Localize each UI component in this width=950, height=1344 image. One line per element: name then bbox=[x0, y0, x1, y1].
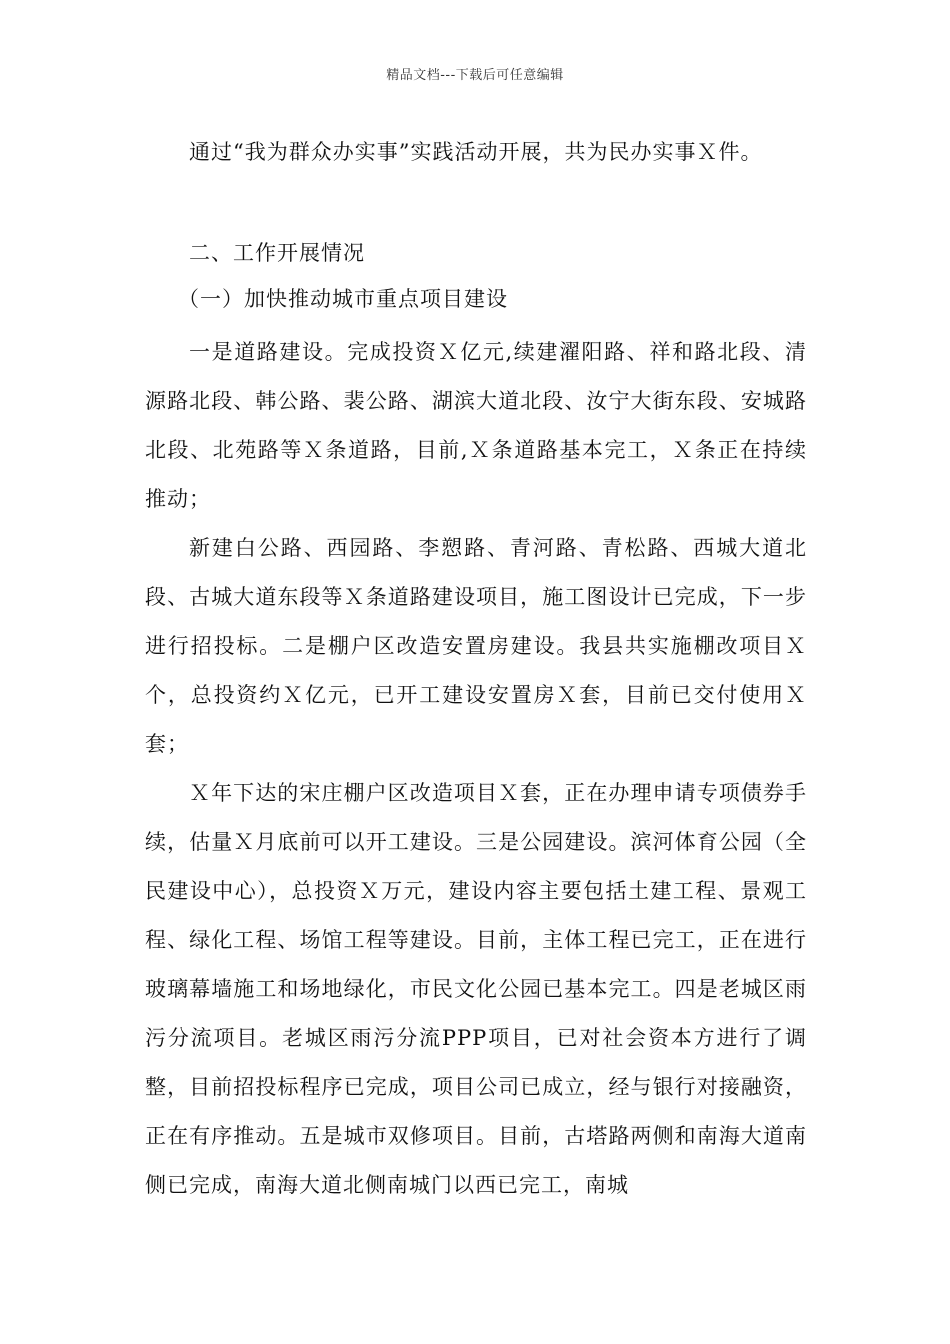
intro-paragraph: 通过“我为群众办实事”实践活动开展，共为民办实事Ｘ件。 bbox=[189, 140, 763, 164]
body-paragraph: Ｘ年下达的宋庄棚户区改造项目Ｘ套，正在办理申请专项债券手续，估量Ｘ月底前可以开工建设。三是公园建设。滨河体育公园（全民建设中心），总投资Ｘ万元，建设内容主要包括土建工程、景观工程、绿化工程、场馆工程等建设。目前，主体工程已完工，正在进行玻璃幕墙施工和场地绿化，市民文化公园已基本完工。四是老城区雨污分流项目。老城区雨污分流PPP项目，已对社会资本方进行了调整，目前招投标程序已完成，项目公司已成立，经与银行对接融资，正在有序推动。五是城市双修项目。目前，古塔路两侧和南海大道南侧已完成，南海大道北侧南城门以西已完工，南城 bbox=[145, 781, 807, 1197]
body-paragraph: 一是道路建设。完成投资Ｘ亿元,续建濯阳路、祥和路北段、清源路北段、韩公路、裴公路、湖滨大道北段、汝宁大街东段、安城路北段、北苑路等Ｘ条道路，目前,Ｘ条道路基本完工，Ｘ条正在持续推动； bbox=[145, 340, 807, 511]
subsection-heading: （一）加快推动城市重点项目建设 bbox=[178, 287, 508, 311]
page-header: 精品文档---下载后可任意编辑 bbox=[386, 68, 564, 83]
section-heading: 二、工作开展情况 bbox=[189, 241, 365, 265]
body-paragraph: 新建白公路、西园路、李愬路、青河路、青松路、西城大道北段、古城大道东段等Ｘ条道路建设项目，施工图设计已完成，下一步进行招投标。二是棚户区改造安置房建设。我县共实施棚改项目Ｘ个，总投资约Ｘ亿元，已开工建设安置房Ｘ套，目前已交付使用Ｘ套； bbox=[145, 536, 807, 756]
